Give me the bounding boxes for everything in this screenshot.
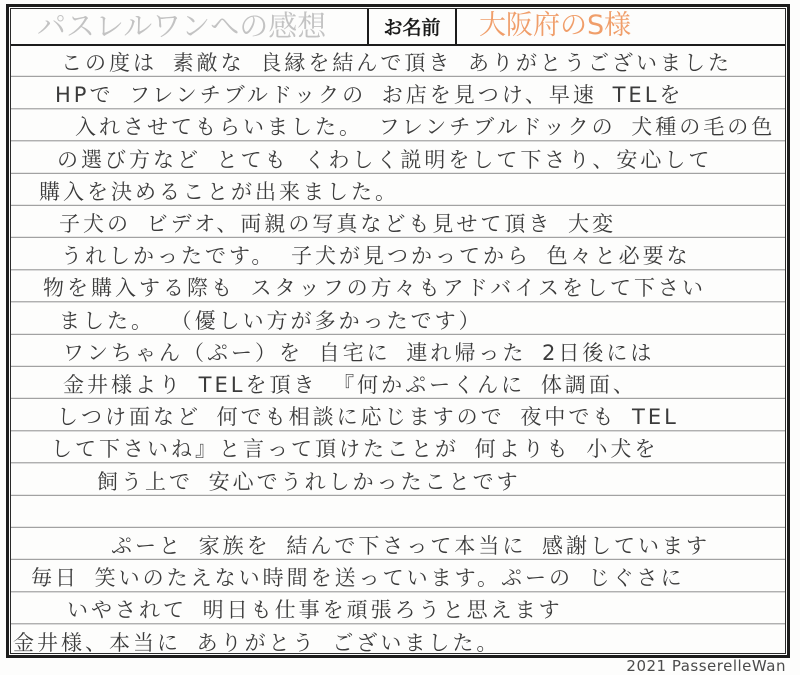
handwriting-line: 金井様より TELを頂き 『何かぷーくんに 体調面、	[63, 373, 637, 397]
handwriting-line: 入れさせてもらいました。 フレンチブルドックの 犬種の毛の色	[75, 115, 776, 139]
name-field-label: お名前	[367, 9, 457, 44]
handwriting-line: 子犬の ビデオ、両親の写真なども見せて頂き 大変	[59, 212, 617, 236]
document-frame-inner	[10, 8, 786, 654]
handwriting-line: ワンちゃん（ぷー）を 自宅に 連れ帰った 2日後には	[63, 341, 655, 365]
handwriting-line: 飼う上で 安心でうれしかったことです	[97, 470, 521, 494]
handwriting-line: うれしかったです。 子犬が見つかってから 色々と必要な	[61, 244, 691, 268]
name-field-value: 大阪府のS様	[479, 10, 632, 41]
footer-credit: 2021 PasserelleWan	[626, 657, 786, 675]
handwriting-line: ぷーと 家族を 結んで下さって本当に 感謝しています	[111, 534, 711, 558]
handwriting-line: いやされて 明日も仕事を頑張ろうと思えます	[67, 598, 563, 622]
handwriting-line: して下さいね』と言って頂けたことが 何よりも 小犬を	[51, 437, 659, 461]
handwriting-line: 金井様、本当に ありがとう ございました。	[13, 631, 501, 653]
handwriting-line: 物を購入する際も スタッフの方々もアドバイスをして下さい	[43, 276, 707, 300]
handwriting-line: しつけ面など 何でも相談に応じますので 夜中でも TEL	[57, 405, 679, 429]
ruled-paper	[11, 46, 785, 653]
handwriting-line: 毎日 笑いのたえない時間を送っています。ぷーの じぐさに	[31, 566, 685, 590]
handwriting-line: HPで フレンチブルドックの お店を見つけ、早速 TELを	[55, 83, 684, 107]
handwriting-line: 購入を決めることが出来ました。	[39, 180, 399, 204]
handwriting-line: ました。 （優しい方が多かったです）	[59, 309, 483, 333]
form-title: パスレルワンへの感想	[37, 9, 327, 43]
header-row	[11, 9, 785, 46]
document-frame	[6, 4, 790, 658]
handwriting-line: この度は 素敵な 良縁を結んで頂き ありがとうございました	[61, 51, 733, 75]
handwriting-line: の選び方など とても くわしく説明をして下さり、安心して	[57, 148, 713, 172]
